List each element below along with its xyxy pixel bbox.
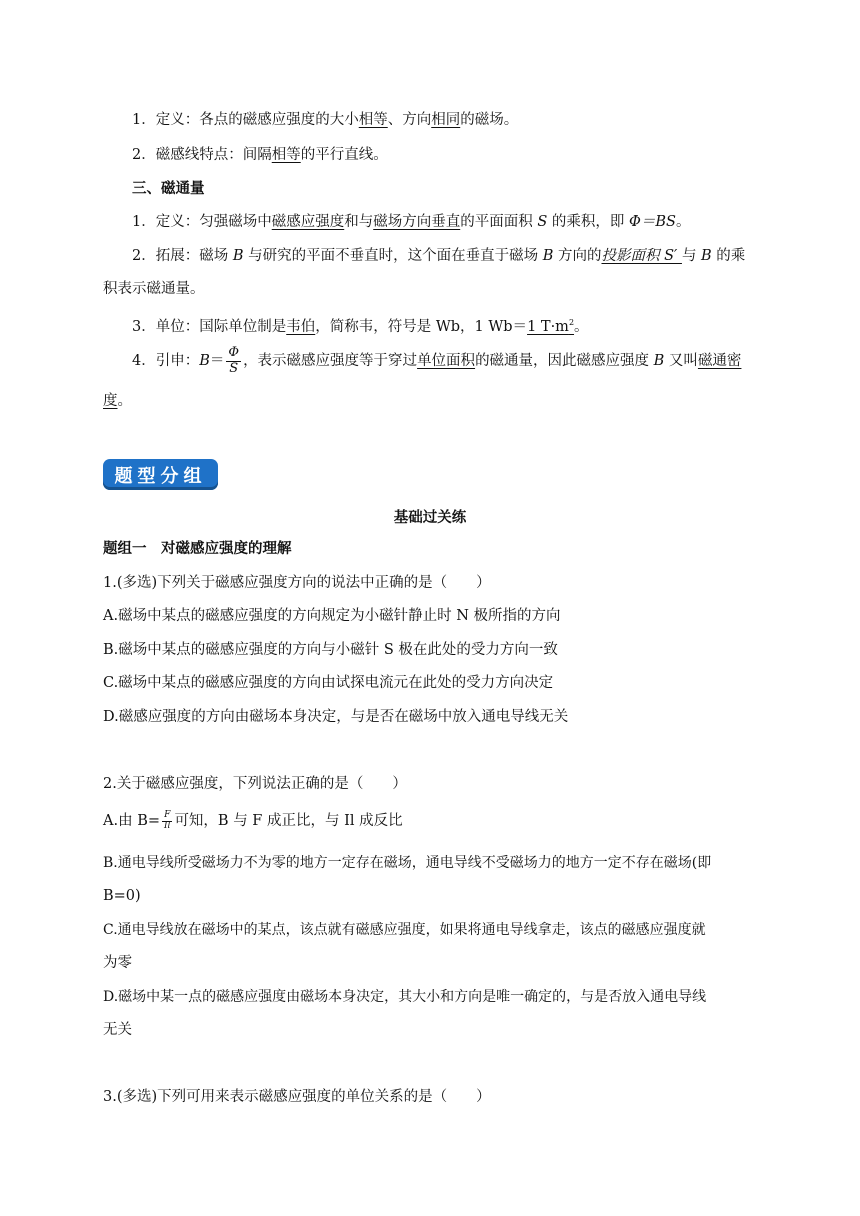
symbol: B xyxy=(701,248,712,264)
fraction xyxy=(226,346,241,376)
numerator: Φ xyxy=(228,345,240,361)
text: 与研究的平面不垂直时，这个面在垂直于磁场 xyxy=(243,248,543,264)
symbol: B xyxy=(542,248,554,264)
text: ，表示磁感应强度等于穿过 xyxy=(243,353,418,369)
answer-blank: 磁场方向垂直 xyxy=(373,214,461,230)
question-2-option-c-cont: 为零 xyxy=(103,955,132,971)
text: 3．单位：国际单位制是 xyxy=(132,318,287,335)
text: 。 xyxy=(117,393,132,409)
question-1-option-b: B.磁场中某点的磁感应强度的方向与小磁针 S 极在此处的受力方向一致 xyxy=(103,642,558,658)
text: 的乘 xyxy=(711,248,746,264)
answer-blank: 相等 xyxy=(271,147,301,163)
question-2-option-c: C.通电导线放在磁场中的某点，该点就有磁感应强度，如果将通电导线拿走，该点的磁感应强度就 xyxy=(103,922,706,938)
denominator: S xyxy=(229,360,239,376)
text: 、方向 xyxy=(387,112,432,128)
question-1-option-c: C.磁场中某点的磁感应强度的方向由试探电流元在此处的受力方向决定 xyxy=(103,675,554,691)
flux-unit xyxy=(132,313,758,337)
answer-blank: 韦伯 xyxy=(286,318,316,335)
text: 。 xyxy=(574,318,589,335)
answer-blank: 度 xyxy=(103,393,118,409)
symbol: B xyxy=(653,353,665,369)
question-1-option-d: D.磁感应强度的方向由磁场本身决定，与是否在磁场中放入通电导线无关 xyxy=(103,709,569,725)
text: 4．引申： xyxy=(132,353,200,369)
text: 2．磁感线特点：间隔 xyxy=(132,147,272,163)
text: 1．定义：匀强磁场中 xyxy=(132,214,272,230)
question-3-stem: 3.(多选)下列可用来表示磁感应强度的单位关系的是（ ） xyxy=(103,1089,491,1105)
text: 可知，B 与 F 成正比，与 Il 成反比 xyxy=(174,813,403,829)
flux-density-cont xyxy=(103,391,758,411)
answer-blank: 相等 xyxy=(358,112,388,128)
fraction xyxy=(162,811,172,832)
text: 方向的 xyxy=(553,248,602,264)
answer-blank: 磁通密 xyxy=(697,353,742,369)
text: 2．拓展：磁场 xyxy=(132,248,233,264)
flux-density-definition xyxy=(132,343,758,379)
symbol: B xyxy=(232,248,244,264)
flux-definition xyxy=(132,212,758,232)
answer-blank: 相同 xyxy=(431,112,461,128)
field-line-feature xyxy=(132,145,758,165)
question-2-stem: 2.关于磁感应强度，下列说法正确的是（ ） xyxy=(103,776,407,792)
superscript: 2 xyxy=(568,318,575,327)
symbol: S xyxy=(537,214,548,230)
text: 与 xyxy=(681,248,702,264)
formula: Φ＝BS xyxy=(629,214,676,230)
uniform-field-definition xyxy=(132,110,758,130)
group-title: 题组一 对磁感应强度的理解 xyxy=(103,541,292,557)
answer-blank: 单位面积 xyxy=(417,353,476,369)
section-title: 基础过关练 xyxy=(393,510,467,526)
question-2-option-b: B.通电导线所受磁场力不为零的地方一定存在磁场，通电导线不受磁场力的地方一定不存在磁场(即 xyxy=(103,855,712,871)
text: 1 T·m xyxy=(527,318,569,335)
question-1-option-a: A.磁场中某点的磁感应强度的方向规定为小磁针静止时 N 极所指的方向 xyxy=(103,608,561,624)
numerator: F xyxy=(164,809,171,820)
question-2-option-d: D.磁场中某一点的磁感应强度由磁场本身决定，其大小和方向是唯一确定的，与是否放入通电导线 xyxy=(103,989,707,1005)
text: 的平行直线。 xyxy=(300,147,388,163)
text: 的乘积，即 xyxy=(547,214,629,230)
text: ＝ xyxy=(209,353,225,369)
text: 的磁场。 xyxy=(460,112,519,128)
section-heading-flux: 三、磁通量 xyxy=(132,181,205,197)
text: 1．定义：各点的磁感应强度的大小 xyxy=(132,112,359,128)
text: 。 xyxy=(675,214,691,230)
text: 和与 xyxy=(344,214,374,230)
text: 的平面面积 xyxy=(460,214,538,230)
symbol: B xyxy=(199,353,210,369)
question-1-stem: 1.(多选)下列关于磁感应强度方向的说法中正确的是（ ） xyxy=(103,575,491,591)
text: 的磁通量，因此磁感应强度 xyxy=(475,353,654,369)
answer-blank: 投影面积 S′ xyxy=(601,248,682,264)
text: A.由 B= xyxy=(103,813,160,829)
flux-extension xyxy=(132,246,758,266)
answer-blank xyxy=(527,319,574,335)
denominator: Il xyxy=(164,820,171,831)
answer-blank: 磁感应强度 xyxy=(271,214,345,230)
section-badge xyxy=(103,459,218,490)
text: ，简称韦，符号是 Wb，1 Wb＝ xyxy=(315,318,528,335)
badge-label: 题型分组 xyxy=(114,465,207,487)
flux-extension-cont: 积表示磁通量。 xyxy=(103,281,205,297)
text: 又叫 xyxy=(664,353,698,369)
question-2-option-d-cont: 无关 xyxy=(103,1022,132,1038)
question-2-option-a xyxy=(103,805,758,837)
question-2-option-b-cont: B=0) xyxy=(103,888,141,904)
